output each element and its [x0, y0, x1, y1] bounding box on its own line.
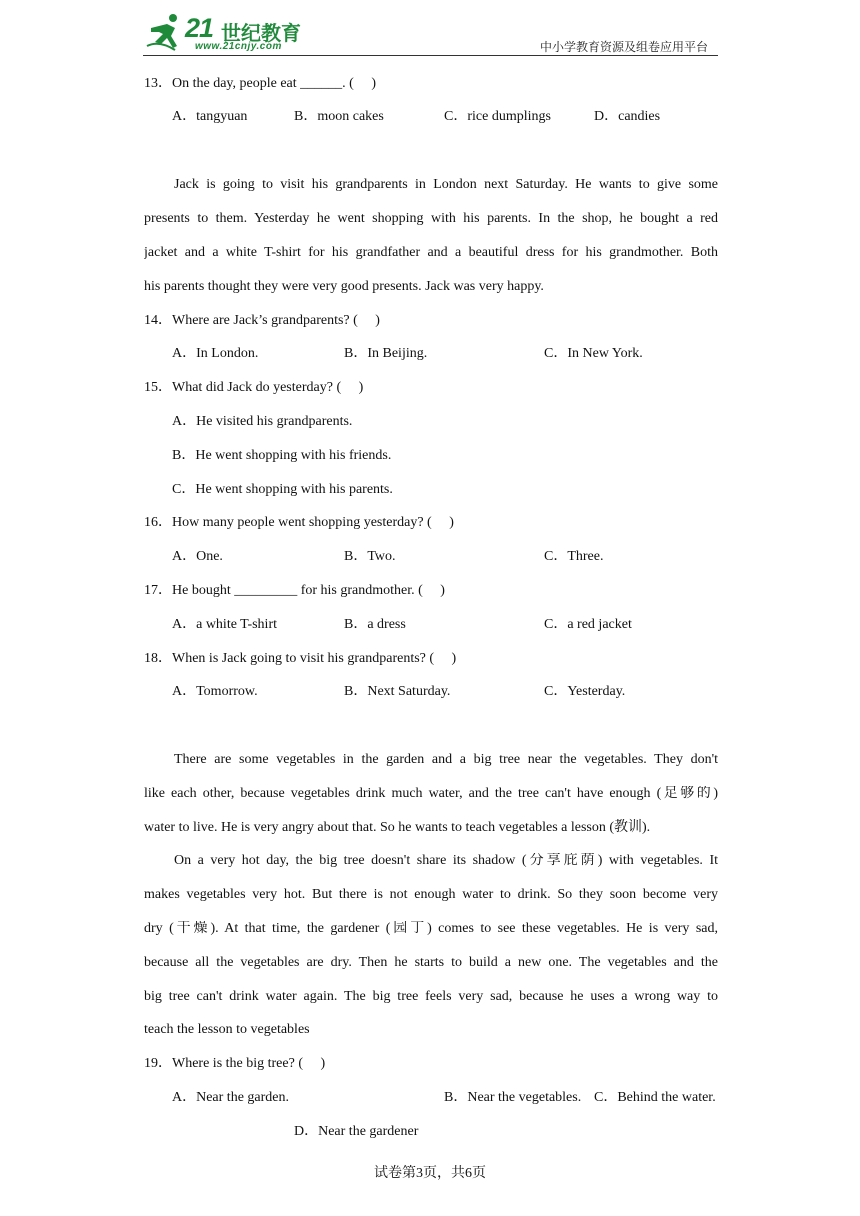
- q19-stem: 19．Where is the big tree? ( ): [144, 1056, 326, 1071]
- q15-option-c[interactable]: C．He went shopping with his parents.: [172, 482, 393, 497]
- q15-option-b[interactable]: B．He went shopping with his friends.: [172, 448, 392, 463]
- passage2-line: There are some vegetables in the garden and a big tree near the vegetables. They don't: [174, 752, 718, 767]
- q18-stem: 18．When is Jack going to visit his grandparents? ( ): [144, 651, 457, 666]
- q16-option-c[interactable]: C．Three.: [544, 549, 604, 564]
- logo-url: www.21cnjy.com: [195, 41, 282, 52]
- q13-option-d[interactable]: D．candies: [594, 109, 661, 124]
- passage2-line: makes vegetables very hot. But there is not enough water to drink. So they soon become very: [144, 887, 718, 902]
- q15-stem: 15．What did Jack do yesterday? ( ): [144, 380, 364, 395]
- site-logo[interactable]: [143, 10, 313, 54]
- q19-option-d[interactable]: D．Near the gardener: [294, 1124, 419, 1139]
- q13-option-a[interactable]: A．tangyuan: [172, 109, 248, 124]
- logo-text: 世纪教育: [221, 21, 301, 45]
- q18-option-a[interactable]: A．Tomorrow.: [172, 684, 258, 699]
- q19-option-b[interactable]: B．Near the vegetables.: [444, 1090, 582, 1105]
- runner-icon: [145, 12, 185, 52]
- passage1-line: presents to them. Yesterday he went shopping with his parents. In the shop, he bought a red: [144, 211, 718, 226]
- passage2-line: teach the lesson to vegetables: [144, 1022, 310, 1037]
- q19-option-c[interactable]: C．Behind the water.: [594, 1090, 716, 1105]
- q15-option-a[interactable]: A．He visited his grandparents.: [172, 414, 353, 429]
- passage2-line: like each other, because vegetables drink much water, and the tree can't have enough (足够的): [144, 786, 718, 801]
- passage2-line: dry (干燥). At that time, the gardener (园丁) comes to see these vegetables. He is very sad,: [144, 921, 718, 936]
- platform-name: 中小学教育资源及组卷应用平台: [539, 40, 708, 54]
- header-divider: [143, 55, 718, 56]
- q16-stem: 16．How many people went shopping yesterday? ( ): [144, 515, 454, 530]
- q17-option-a[interactable]: A．a white T-shirt: [172, 617, 277, 632]
- q18-option-b[interactable]: B．Next Saturday.: [344, 684, 451, 699]
- q17-option-b[interactable]: B．a dress: [344, 617, 406, 632]
- page-footer: 试卷第3页，共6页: [374, 1166, 486, 1181]
- q14-option-b[interactable]: B．In Beijing.: [344, 346, 428, 361]
- q17-option-c[interactable]: C．a red jacket: [544, 617, 632, 632]
- q13-option-c[interactable]: C．rice dumplings: [444, 109, 551, 124]
- q16-option-a[interactable]: A．One.: [172, 549, 223, 564]
- passage1-line: jacket and a white T-shirt for his grandfather and a beautiful dress for his grandmother. Both: [144, 245, 718, 260]
- passage2-line: water to live. He is very angry about that. So he wants to teach vegetables a lesson (教训).: [144, 820, 651, 835]
- passage1-line: his parents thought they were very good presents. Jack was very happy.: [144, 279, 544, 294]
- q13-option-b[interactable]: B．moon cakes: [294, 109, 384, 124]
- q16-option-b[interactable]: B．Two.: [344, 549, 396, 564]
- q14-stem: 14．Where are Jack’s grandparents? ( ): [144, 313, 380, 328]
- q17-stem: 17．He bought _________ for his grandmother. ( ): [144, 583, 445, 598]
- q13-stem: 13．On the day, people eat ______. ( ): [144, 76, 376, 91]
- q14-option-c[interactable]: C．In New York.: [544, 346, 643, 361]
- passage2-line: because all the vegetables are dry. Then he starts to build a new one. The vegetables and the: [144, 955, 718, 970]
- q18-option-c[interactable]: C．Yesterday.: [544, 684, 626, 699]
- logo-number: 21: [185, 13, 214, 43]
- passage1-line: Jack is going to visit his grandparents in London next Saturday. He wants to give some: [174, 177, 718, 192]
- passage2-line: On a very hot day, the big tree doesn't share its shadow (分享庇荫) with vegetables. It: [174, 853, 718, 868]
- q19-option-a[interactable]: A．Near the garden.: [172, 1090, 290, 1105]
- page-header: [143, 10, 718, 56]
- q14-option-a[interactable]: A．In London.: [172, 346, 259, 361]
- passage2-line: big tree can't drink water again. The big tree feels very sad, because he uses a wrong way to: [144, 989, 718, 1004]
